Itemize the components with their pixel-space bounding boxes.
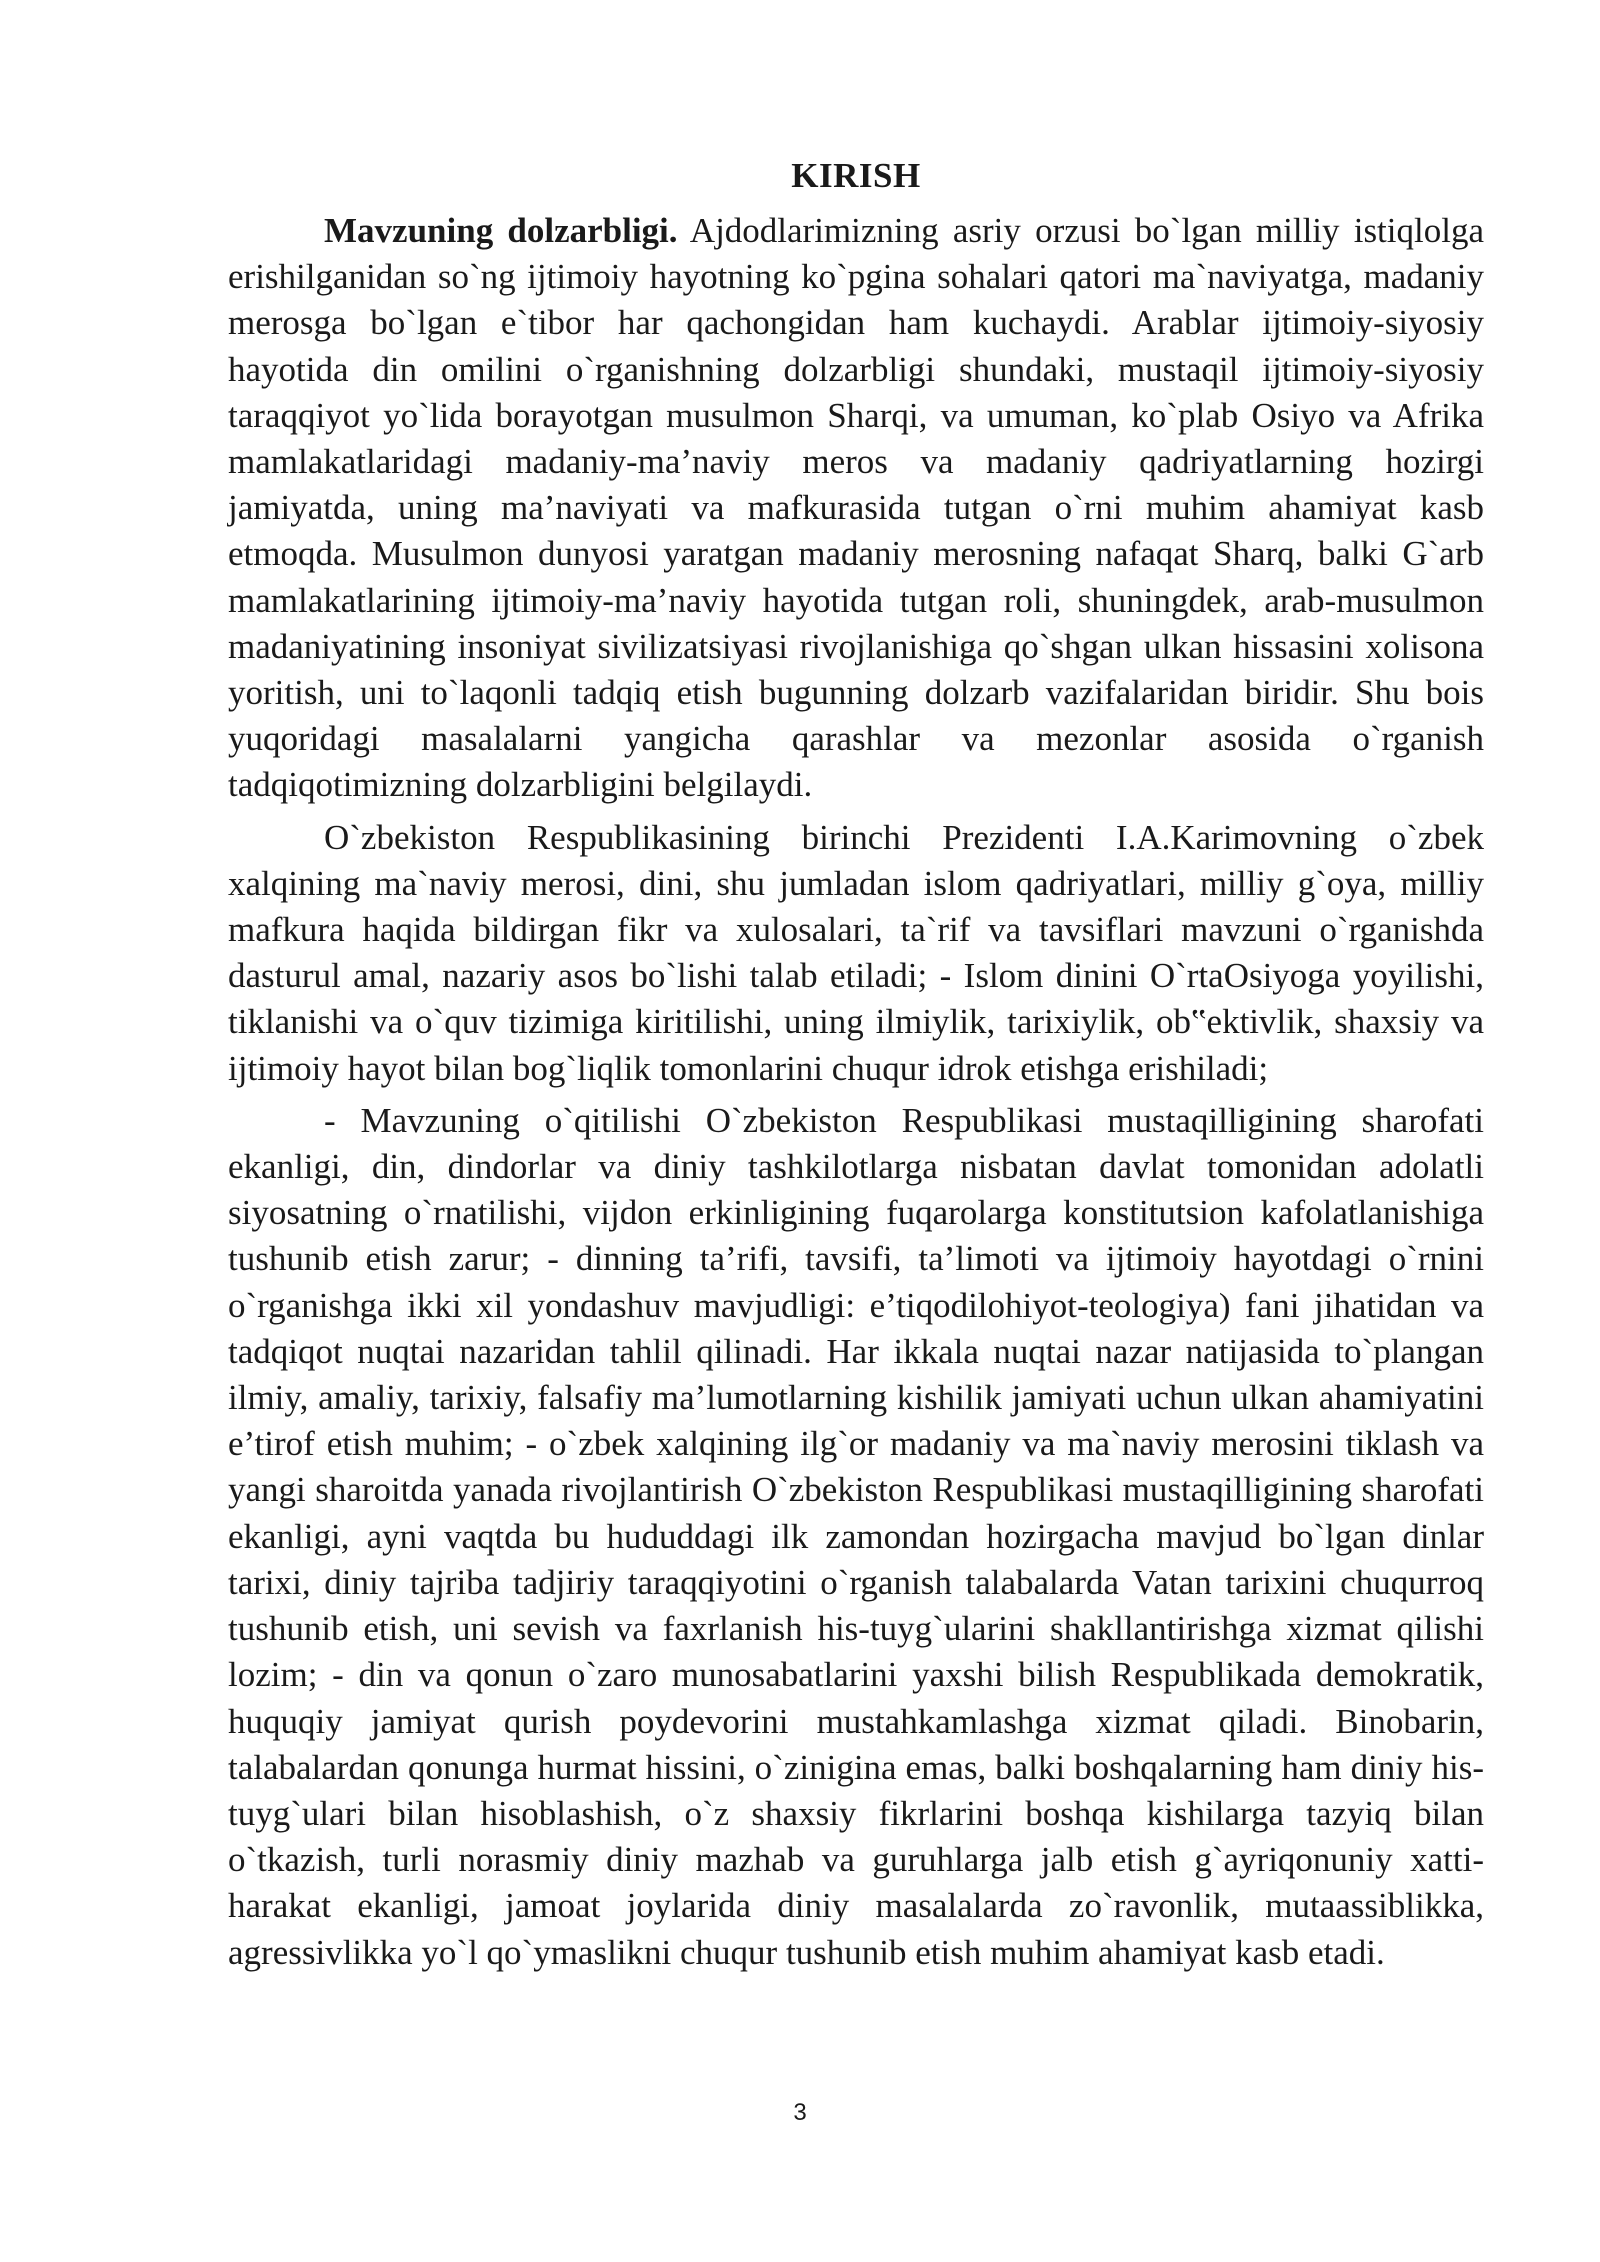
paragraph-teaching	[228, 1098, 1484, 1976]
page-number: 3	[793, 2099, 807, 2126]
page-title: KIRISH	[791, 156, 921, 195]
document-body	[228, 150, 1484, 1976]
paragraph-text: O`zbekiston Respublikasining birinchi Prezidenti I.A.Karimovning o`zbek xalqining ma`naviy merosi, dini, shu jumladan islom qadriyatlari, milliy g`oya, milliy mafkura haqida bildirgan fikr va xulosalari, ta`rif va tavsiflari mavzuni o`rganishda dasturul amal, nazariy asos bo`lishi talab etiladi; - Islom dinini O`rtaOsiyoga yoyilishi, tiklanishi va o`quv tizimiga kiritilishi, uning ilmiylik, tarixiylik, ob‟ektivlik, shaxsiy va ijtimoiy hayot bilan bog`liqlik tomonlarini chuqur idrok etishga erishiladi;	[228, 817, 1484, 1088]
paragraph-relevance	[228, 208, 1484, 809]
paragraph-president	[228, 815, 1484, 1092]
paragraph-text: Ajdodlarimizning asriy orzusi bo`lgan milliy istiqlolga erishilganidan so`ng ijtimoiy hayotning ko`pgina sohalari qatori ma`naviyatga, madaniy merosga bo`lgan e`tibor har qachongidan ham kuchaydi. Arablar ijtimoiy-siyosiy hayotida din omilini o`rganishning dolzarbligi shundaki, mustaqil ijtimoiy-siyosiy taraqqiyot yo`lida borayotgan musulmon Sharqi, va umuman, ko`plab Osiyo va Afrika mamlakatlaridagi madaniy-ma’naviy meros va madaniy qadriyatlarning hozirgi jamiyatda, uning ma’naviyati va mafkurasida tutgan o`rni muhim ahamiyat kasb etmoqda. Musulmon dunyosi yaratgan madaniy merosning nafaqat Sharq, balki G`arb mamlakatlarining ijtimoiy-ma’naviy hayotida tutgan roli, shuningdek, arab-musulmon madaniyatining insoniyat sivilizatsiyasi rivojlanishiga qo`shgan ulkan hissasini xolisona yoritish, uni to`laqonli tadqiq etish bugunning dolzarb vazifalaridan biridir. Shu bois yuqoridagi masalalarni yangicha qarashlar va mezonlar asosida o`rganish tadqiqotimizning dolzarbligini belgilaydi.	[228, 211, 1484, 805]
paragraph-text: - Mavzuning o`qitilishi O`zbekiston Respublikasi mustaqilligining sharofati ekanligi, din, dindorlar va diniy tashkilotlarga nisbatan davlat tomonidan adolatli siyosatning o`rnatilishi, vijdon erkinligining fuqarolarga konstitutsion kafolatlanishiga tushunib etish zarur; - dinning ta’rifi, tavsifi, ta’limoti va ijtimoiy hayotdagi o`rnini o`rganishga ikki xil yondashuv mavjudligi: e’tiqodilohiyot-teologiya) fani jihatidan va tadqiqot nuqtai nazaridan tahlil qilinadi. Har ikkala nuqtai nazar natijasida to`plangan ilmiy, amaliy, tarixiy, falsafiy ma’lumotlarning kishilik jamiyati uchun ulkan ahamiyatini e’tirof etish muhim; - o`zbek xalqining ilg`or madaniy va ma`naviy merosini tiklash va yangi sharoitda yanada rivojlantirish O`zbekiston Respublikasi mustaqilligining sharofati ekanligi, ayni vaqtda bu hududdagi ilk zamondan hozirgacha mavjud bo`lgan dinlar tarixi, diniy tajriba tadjiriy taraqqiyotini o`rganish talabalarda Vatan tarixini chuqurroq tushunib etish, uni sevish va faxrlanish his-tuyg`ularini shakllantirishga xizmat qilishi lozim; - din va qonun o`zaro munosabatlarini yaxshi bilish Respublikada demokratik, huquqiy jamiyat qurish poydevorini mustahkamlashga xizmat qiladi. Binobarin, talabalardan qonunga hurmat hissini, o`zinigina emas, balki boshqalarning ham diniy his-tuyg`ulari bilan hisoblashish, o`z shaxsiy fikrlarini boshqa kishilarga tazyiq bilan o`tkazish, turli norasmiy diniy mazhab va guruhlarga jalb etish g`ayriqonuniy xatti-harakat ekanligi, jamoat joylarida diniy masalalarda zo`ravonlik, mutaassiblikka, agressivlikka yo`l qo`ymaslikni chuqur tushunib etish muhim ahamiyat kasb etadi.	[228, 1100, 1484, 1972]
paragraph-lead: Mavzuning dolzarbligi.	[324, 211, 678, 250]
